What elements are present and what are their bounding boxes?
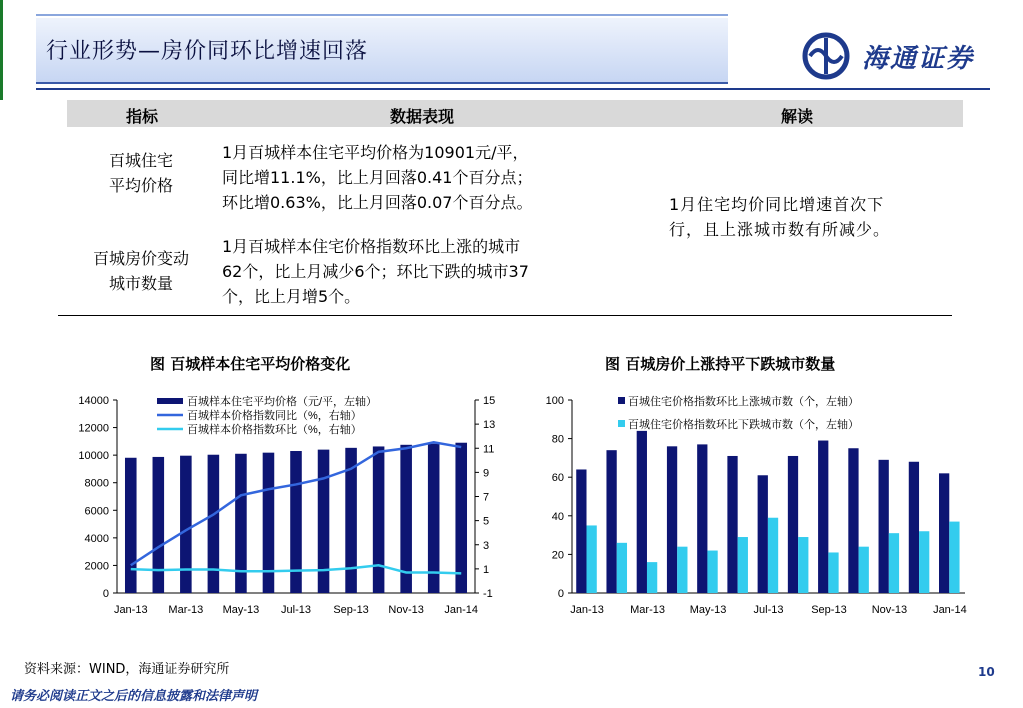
header-interpretation: 解读 [780, 107, 813, 126]
right-tick-label: 3 [483, 539, 490, 552]
title-bar-top-rule [36, 14, 728, 16]
row2-indicator-line2: 城市数量 [108, 274, 173, 293]
price-bar [318, 450, 330, 593]
right-tick-label: 5 [483, 515, 490, 528]
corner-accent [0, 0, 3, 100]
x-tick-label: Sep-13 [333, 604, 369, 616]
row2-indicator-line1: 百城房价变动 [92, 249, 189, 268]
legend-label: 百城样本住宅平均价格（元/平，左轴） [187, 396, 378, 408]
falling-cities-bar [798, 537, 808, 593]
x-tick-label: May-13 [689, 604, 727, 616]
x-tick-label: Nov-13 [388, 604, 424, 616]
source-note: 资料来源：WIND，海通证券研究所 [24, 662, 230, 677]
right-tick-label: 13 [483, 419, 496, 432]
right-tick-label: 1 [483, 563, 490, 576]
right-tick-label: -1 [483, 588, 493, 600]
price-bar [125, 458, 137, 593]
row1-indicator [67, 148, 215, 198]
left-tick-label: 2000 [84, 560, 109, 573]
x-tick-label: Jan-14 [933, 604, 967, 616]
row2-indicator [67, 246, 215, 296]
falling-cities-bar [587, 525, 597, 593]
x-tick-label: Mar-13 [630, 604, 665, 616]
price-chart [55, 385, 505, 625]
page-title: 行业形势—房价同环比增速回落 [46, 39, 369, 64]
legend-label: 百城住宅价格指数环比上涨城市数（个，左轴） [628, 396, 859, 408]
logo-emblem-icon [800, 32, 852, 80]
rising-cities-bar [818, 441, 828, 593]
x-tick-label: Jul-13 [753, 604, 784, 616]
row2-data-line2: 62个，比上月减少6个；环比下跌的城市37 [222, 262, 529, 281]
row1-data-line3: 环比增0.63%，比上月回落0.07个百分点。 [222, 193, 533, 212]
x-tick-label: Nov-13 [871, 604, 908, 616]
table-bottom-rule [58, 315, 952, 316]
interpretation [669, 192, 969, 242]
interpretation-line2: 行，且上涨城市数有所减少。 [669, 220, 891, 239]
rising-cities-bar [758, 475, 768, 593]
header-indicator: 指标 [125, 107, 158, 126]
right-tick-label: 11 [483, 443, 495, 456]
rising-cities-bar [879, 460, 889, 593]
x-tick-label: Jan-13 [570, 604, 604, 616]
y-tick-label: 60 [551, 472, 564, 485]
left-tick-label: 0 [102, 588, 109, 600]
falling-cities-bar [738, 537, 748, 593]
row1-data-line2: 同比增11.1%，比上月回落0.41个百分点； [222, 168, 533, 187]
legend-swatch [618, 397, 625, 404]
falling-cities-bar [919, 531, 929, 593]
y-tick-label: 100 [545, 395, 564, 407]
legend-label: 百城样本价格指数同比（%，右轴） [187, 410, 362, 422]
legend-swatch [618, 420, 625, 427]
left-tick-label: 10000 [78, 450, 109, 463]
row2-data-line3: 个，比上月增5个。 [222, 287, 361, 306]
y-tick-label: 40 [551, 510, 564, 523]
left-tick-label: 6000 [84, 505, 109, 518]
legend-swatch [157, 398, 183, 404]
legal-disclaimer: 请务必阅读正文之后的信息披露和法律声明 [10, 689, 258, 704]
falling-cities-bar [859, 547, 869, 593]
legend-label: 百城住宅价格指数环比下跌城市数（个，左轴） [628, 419, 859, 431]
company-logo [800, 32, 990, 80]
rising-cities-bar [909, 462, 919, 593]
legend-label: 百城样本价格指数环比（%，右轴） [187, 424, 362, 436]
row2-data-line1: 1月百城样本住宅价格指数环比上涨的城市 [222, 237, 521, 256]
city-count-chart [530, 385, 970, 625]
page-number: 10 [978, 665, 995, 679]
right-tick-label: 15 [483, 395, 496, 407]
y-tick-label: 80 [551, 433, 564, 446]
x-tick-label: Jan-13 [113, 604, 148, 616]
header-rule [36, 88, 990, 90]
x-tick-label: May-13 [222, 604, 260, 616]
price-bar [180, 456, 192, 593]
chart1-title: 图 百城样本住宅平均价格变化 [150, 355, 351, 373]
row1-data-line1: 1月百城样本住宅平均价格为10901元/平， [222, 143, 529, 162]
rising-cities-bar [576, 469, 586, 593]
left-tick-label: 8000 [84, 477, 109, 490]
rising-cities-bar [939, 473, 949, 593]
falling-cities-bar [677, 547, 687, 593]
price-bar [373, 446, 385, 593]
x-tick-label: Sep-13 [811, 604, 847, 616]
rising-cities-bar [637, 431, 647, 593]
row2-data [222, 234, 642, 309]
right-tick-label: 7 [483, 491, 490, 504]
rising-cities-bar [697, 444, 707, 593]
rising-cities-bar [788, 456, 798, 593]
price-bar [208, 455, 220, 593]
chart2-title: 图 百城房价上涨持平下跌城市数量 [605, 355, 836, 373]
row1-indicator-line1: 百城住宅 [108, 151, 173, 170]
falling-cities-bar [889, 533, 899, 593]
falling-cities-bar [707, 551, 717, 593]
interpretation-line1: 1月住宅均价同比增速首次下 [669, 195, 885, 214]
x-tick-label: Jan-14 [444, 604, 479, 616]
price-bar [428, 444, 440, 593]
left-tick-label: 4000 [84, 532, 109, 545]
row1-indicator-line2: 平均价格 [108, 176, 173, 195]
x-tick-label: Jul-13 [281, 604, 311, 616]
right-tick-label: 9 [483, 467, 490, 480]
rising-cities-bar [667, 446, 677, 593]
y-tick-label: 0 [557, 588, 564, 600]
falling-cities-bar [828, 552, 838, 593]
logo-text: 海通证券 [862, 44, 975, 74]
left-tick-label: 14000 [78, 395, 109, 407]
y-tick-label: 20 [551, 549, 564, 562]
row1-data [222, 140, 642, 215]
left-tick-label: 12000 [78, 422, 109, 435]
price-bar [455, 443, 467, 593]
falling-cities-bar [617, 543, 627, 593]
falling-cities-bar [647, 562, 657, 593]
header-data: 数据表现 [389, 107, 454, 126]
price-bar [153, 457, 165, 593]
falling-cities-bar [768, 518, 778, 593]
rising-cities-bar [848, 448, 858, 593]
x-tick-label: Mar-13 [168, 604, 204, 616]
rising-cities-bar [727, 456, 737, 593]
falling-cities-bar [949, 522, 959, 593]
rising-cities-bar [606, 450, 616, 593]
